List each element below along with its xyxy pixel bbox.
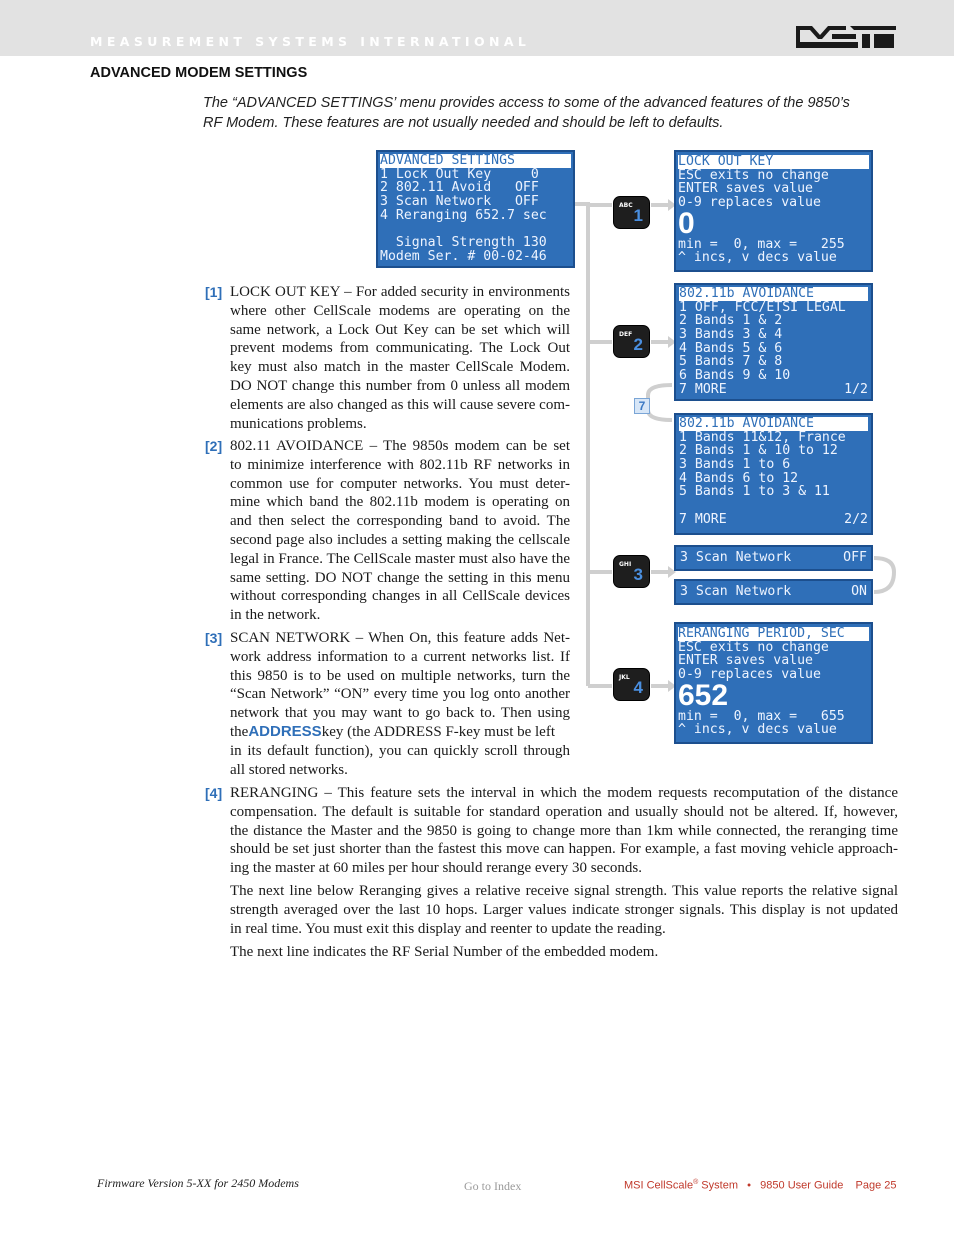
section-title: ADVANCED MODEM SETTINGS: [90, 65, 308, 81]
text-line: this 9850 is to be used on multiple networks, turn the: [230, 667, 570, 684]
product-name: MSI CellScale: [624, 1179, 694, 1192]
text-fragment: key (the ADDRESS F-key must be left: [321, 723, 556, 740]
text-line: key must also match in the master CellScale Modem.: [230, 359, 570, 376]
blank-line: [380, 222, 571, 236]
registered-mark: ®: [693, 1179, 699, 1186]
avoid-option[interactable]: 2 Bands 1 & 2: [679, 314, 783, 329]
scan-label: 3 Scan Network: [680, 584, 792, 599]
menu-reranging[interactable]: 4 Reranging 652.7 sec: [380, 208, 547, 223]
current-value: 0: [678, 206, 695, 240]
key-def-2-icon: [613, 325, 650, 358]
avoidance-description: [230, 437, 570, 625]
screen-line: 0-9 replaces value: [678, 668, 821, 682]
text-line: LOCK OUT KEY – For added security in environments: [230, 284, 570, 300]
avoid-option[interactable]: 1 OFF, FCC/ETSI LEGAL: [679, 300, 846, 315]
text-line: ing the master at 60 miles per hour should rerange every 30 seconds.: [230, 860, 642, 877]
avoid-option[interactable]: 6 Bands 9 & 10: [679, 369, 791, 383]
menu-scan[interactable]: 3 Scan Network OFF: [380, 195, 539, 209]
text-line: munications problems.: [230, 415, 367, 432]
screen-line: ESC exits no change: [678, 640, 829, 655]
item-marker: [4]: [205, 785, 223, 801]
avoid-option[interactable]: 2 Bands 1 & 10 to 12: [679, 444, 838, 459]
key-letters: JKL: [619, 674, 630, 681]
key-ghi-3-icon: [613, 555, 650, 588]
key-abc-1-icon: [613, 196, 650, 229]
intro-line: RF Modem. These features are not usually needed and should be left to defaults.: [203, 114, 724, 131]
item-marker: [3]: [205, 630, 223, 646]
screen-title: ADVANCED SETTINGS: [380, 154, 571, 168]
modem-serial: Modem Ser. # 00-02-46: [380, 249, 547, 264]
company-name: MEASUREMENT SYSTEMS INTERNATIONAL: [90, 34, 531, 49]
screen-title: 802.11b AVOIDANCE: [679, 287, 868, 301]
text-line: network that you may want to go back to. Then using: [230, 705, 570, 722]
key-number: 3: [633, 565, 643, 584]
text-line: elements are also changed as this will cause severe com-: [230, 396, 570, 413]
key-letters: GHI: [619, 561, 632, 568]
key-number: 1: [633, 206, 643, 225]
text-line: should be set just shorter than the fastest this move can happen. For example, a fast moving vehicle approach-: [230, 841, 898, 858]
text-line: work address information to a current networks list. If: [230, 648, 570, 665]
text-line: RERANGING – This feature sets the interval in which the modem requests recomputation of the distance: [230, 785, 898, 801]
text-line: the distance the Master and the 9850 is going to change more than 1km while connected, the reranging time: [230, 822, 898, 839]
key-number: 2: [633, 335, 643, 354]
item-marker: [2]: [205, 438, 223, 454]
avoid-option[interactable]: 3 Bands 3 & 4: [679, 328, 783, 342]
key-letters: ABC: [619, 202, 633, 209]
avoid-option[interactable]: 5 Bands 1 to 3 & 11: [679, 485, 830, 500]
menu-lockout[interactable]: 1 Lock Out Key 0: [380, 167, 539, 182]
lockout-description: [230, 283, 570, 433]
text-line: compensation. The default is suitable for standard operation and usually should not be altered. If, however,: [230, 803, 898, 820]
screen-line: 0-9 replaces value: [678, 196, 821, 210]
text-line: same network, a Lock Out Key can be set which will: [230, 321, 570, 338]
current-value: 652: [678, 678, 729, 712]
text-line: SCAN NETWORK – When On, this feature adds Net-: [230, 630, 570, 646]
screen-line: ENTER saves value: [678, 182, 813, 197]
serial-number-paragraph: [230, 943, 898, 962]
signal-strength-paragraph: [230, 882, 898, 938]
avoid-option[interactable]: 5 Bands 7 & 8: [679, 355, 783, 370]
avoid-option[interactable]: 4 Bands 5 & 6: [679, 341, 783, 356]
scan-network-on-screen: [674, 579, 873, 605]
text-line: prevent modems from communicating. The Lock Out: [230, 340, 570, 357]
text-line: where other CellScale modems are operating on the: [230, 302, 570, 319]
text-line: strength averaged over the last 10 hops. Larger values indicate stronger signals. This display is not updated: [230, 901, 898, 918]
avoidance-page2-screen: [674, 413, 873, 535]
more-option[interactable]: 7 MORE: [679, 381, 727, 397]
text-line: in real time. You must exit this display and reenter to update the reading.: [230, 920, 666, 937]
avoid-option[interactable]: 3 Bands 1 to 6: [679, 458, 791, 472]
key-jkl-4-icon: [613, 668, 650, 701]
avoidance-page1-screen: [674, 283, 873, 401]
go-to-index-link[interactable]: Go to Index: [464, 1179, 522, 1193]
scan-network-off-screen: [674, 545, 873, 571]
text-line: mine which band the 802.11b modem is operating on: [230, 494, 570, 511]
scan-state[interactable]: ON: [851, 584, 867, 599]
signal-strength: Signal Strength 130: [380, 236, 547, 250]
footer-guide-info: [624, 1179, 897, 1192]
text-line: 802.11 AVOIDANCE – The 9850s modem can be set: [230, 438, 570, 454]
intro-line: The “ADVANCED SETTINGS’ menu provides access to some of the advanced features of the 9850’s: [203, 95, 850, 111]
text-line: in the network.: [230, 607, 321, 624]
text-line: without corresponding changes in all CellScale devices: [230, 588, 570, 605]
text-line: and then select the corresponding band to avoid. The: [230, 513, 570, 530]
screen-line: ENTER saves value: [678, 654, 813, 669]
hint-line: ^ incs, v decs value: [678, 251, 837, 266]
text-line: to minimize interference with 802.11b RF networks in: [230, 456, 570, 473]
scan-description: [230, 629, 570, 779]
text-line: same setting. DO NOT change the setting in this menu: [230, 569, 570, 586]
text-line: common use for computer networks. You must deter-: [230, 475, 570, 492]
screen-title: 802.11b AVOIDANCE: [679, 417, 868, 431]
text-line: second page also includes a setting making the cellscale: [230, 531, 570, 548]
text-line: legal in France. The CellScale master must also have the: [230, 550, 570, 567]
item-marker: [1]: [205, 284, 223, 300]
menu-avoid[interactable]: 2 802.11 Avoid OFF: [380, 181, 539, 196]
avoid-option[interactable]: 1 Bands 11&12, France: [679, 430, 846, 445]
screen-line: ESC exits no change: [678, 168, 829, 183]
text-line: The next line indicates the RF Serial Number of the embedded modem.: [230, 944, 659, 960]
more-option[interactable]: 7 MORE: [679, 511, 727, 527]
key-number: 4: [633, 678, 643, 697]
text-line: “Scan Network” “ON” every time you log onto another: [230, 686, 570, 703]
screen-title: RERANGING PERIOD, SEC: [678, 627, 869, 641]
guide-page: System • 9850 User Guide Page 25: [698, 1179, 897, 1192]
lock-out-key-screen: [674, 150, 873, 272]
text-line: in its default function), you can quickly scroll through: [230, 742, 570, 759]
page-indicator: 2/2: [844, 511, 868, 527]
advanced-settings-screen: [376, 150, 575, 268]
scan-label: 3 Scan Network: [680, 550, 792, 565]
blank-line: [679, 499, 868, 513]
avoid-option[interactable]: 4 Bands 6 to 12: [679, 471, 799, 486]
address-key-label: ADDRESS: [248, 722, 322, 740]
reranging-description: [230, 784, 898, 878]
screen-title: LOCK OUT KEY: [678, 155, 869, 169]
range-line: min = 0, max = 655: [678, 709, 845, 724]
key-letters: DEF: [619, 331, 633, 338]
text-fragment: the: [230, 723, 249, 740]
text-line: DO NOT change this number from 0 unless all modem: [230, 377, 570, 394]
text-line: all stored networks.: [230, 761, 348, 778]
page-indicator: 1/2: [844, 381, 868, 397]
reranging-period-screen: [674, 622, 873, 744]
hint-line: ^ incs, v decs value: [678, 723, 837, 738]
text-line: The next line below Reranging gives a relative receive signal strength. This value reports the relative signal: [230, 883, 898, 899]
firmware-version: Firmware Version 5-XX for 2450 Modems: [97, 1176, 299, 1190]
scan-state[interactable]: OFF: [843, 550, 867, 565]
range-line: min = 0, max = 255: [678, 237, 845, 252]
key-7-icon: 7: [634, 398, 650, 414]
